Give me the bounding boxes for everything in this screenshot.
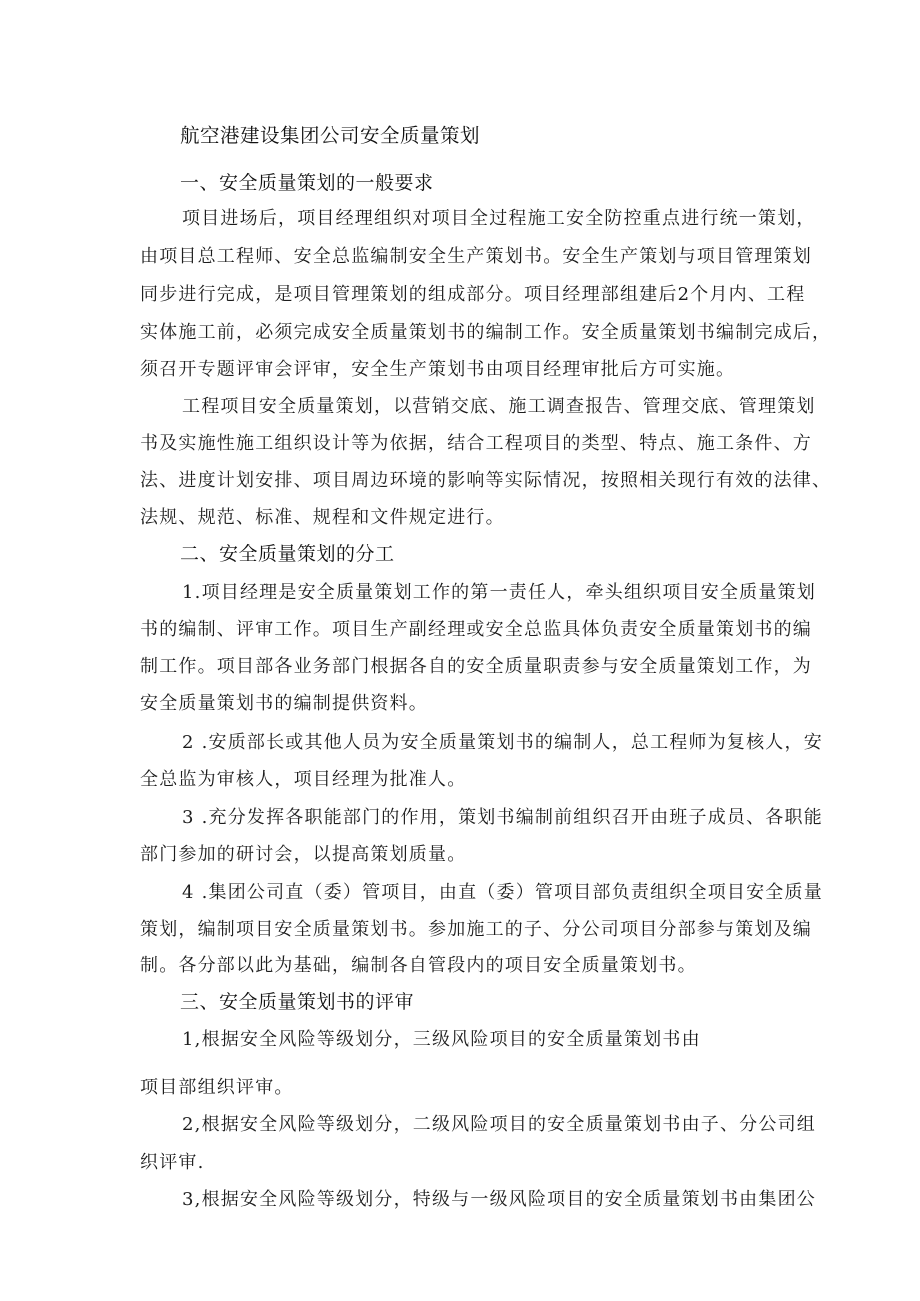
paragraph-line: 全总监为审核人，项目经理为批准人。 <box>140 769 467 790</box>
paragraph-line: 书及实施性施工组织设计等为依据，结合工程项目的类型、特点、施工条件、方 <box>140 433 812 454</box>
paragraph-line: 工程项目安全质量策划，以营销交底、施工调查报告、管理交底、管理策划 <box>182 396 816 417</box>
paragraph-line: 4 .集团公司直（委）管项目，由直（委）管项目部负责组织全项目安全质量 <box>182 882 823 903</box>
paragraph-line: 织评审. <box>140 1152 205 1173</box>
paragraph-line: 安全质量策划书的编制提供资料。 <box>140 693 428 714</box>
paragraph-line: 书的编制、评审工作。项目生产副经理或安全总监具体负责安全质量策划书的编 <box>140 619 812 640</box>
document-title: 航空港建设集团公司安全质量策划 <box>180 124 481 147</box>
paragraph-line: 制工作。项目部各业务部门根据各自的安全质量职责参与安全质量策划工作，为 <box>140 656 812 677</box>
paragraph-line: 制。各分部以此为基础，编制各自管段内的项目安全质量策划书。 <box>140 955 697 976</box>
paragraph-line: 实体施工前，必须完成安全质量策划书的编制工作。安全质量策划书编制完成后， <box>140 322 832 343</box>
paragraph-line: 2 .安质部长或其他人员为安全质量策划书的编制人，总工程师为复核人，安 <box>182 732 823 753</box>
paragraph-line: 3 .充分发挥各职能部门的作用，策划书编制前组织召开由班子成员、各职能 <box>182 807 823 828</box>
paragraph-line: 部门参加的研讨会，以提高策划质量。 <box>140 844 467 865</box>
section-heading-general-requirements: 一、安全质量策划的一般要求 <box>180 172 434 194</box>
paragraph-line: 同步进行完成，是项目管理策划的组成部分。项目经理部组建后2个月内、工程 <box>140 284 806 305</box>
paragraph-line: 须召开专题评审会评审，安全生产策划书由项目经理审批后方可实施。 <box>140 359 736 380</box>
paragraph-line: 由项目总工程师、安全总监编制安全生产策划书。安全生产策划与项目管理策划 <box>140 246 812 267</box>
paragraph-line: 法规、规范、标准、规程和文件规定进行。 <box>140 507 505 528</box>
paragraph-line: 1,根据安全风险等级划分，三级风险项目的安全质量策划书由 <box>182 1029 701 1050</box>
paragraph-line: 1.项目经理是安全质量策划工作的第一责任人，牵头组织项目安全质量策划 <box>182 582 816 603</box>
paragraph-line: 3,根据安全风险等级划分，特级与一级风险项目的安全质量策划书由集团公 <box>182 1189 816 1210</box>
paragraph-line: 2,根据安全风险等级划分，二级风险项目的安全质量策划书由子、分公司组 <box>182 1114 816 1135</box>
paragraph-line: 项目部组织评审。 <box>140 1077 294 1098</box>
paragraph-line: 策划，编制项目安全质量策划书。参加施工的子、分公司项目分部参与策划及编 <box>140 919 812 940</box>
section-heading-division-of-labor: 二、安全质量策划的分工 <box>180 543 395 565</box>
paragraph-line: 项目进场后，项目经理组织对项目全过程施工安全防控重点进行统一策划， <box>182 208 816 229</box>
paragraph-line: 法、进度计划安排、项目周边环境的影响等实际情况，按照相关现行有效的法律、 <box>140 470 832 491</box>
section-heading-review: 三、安全质量策划书的评审 <box>180 991 415 1013</box>
